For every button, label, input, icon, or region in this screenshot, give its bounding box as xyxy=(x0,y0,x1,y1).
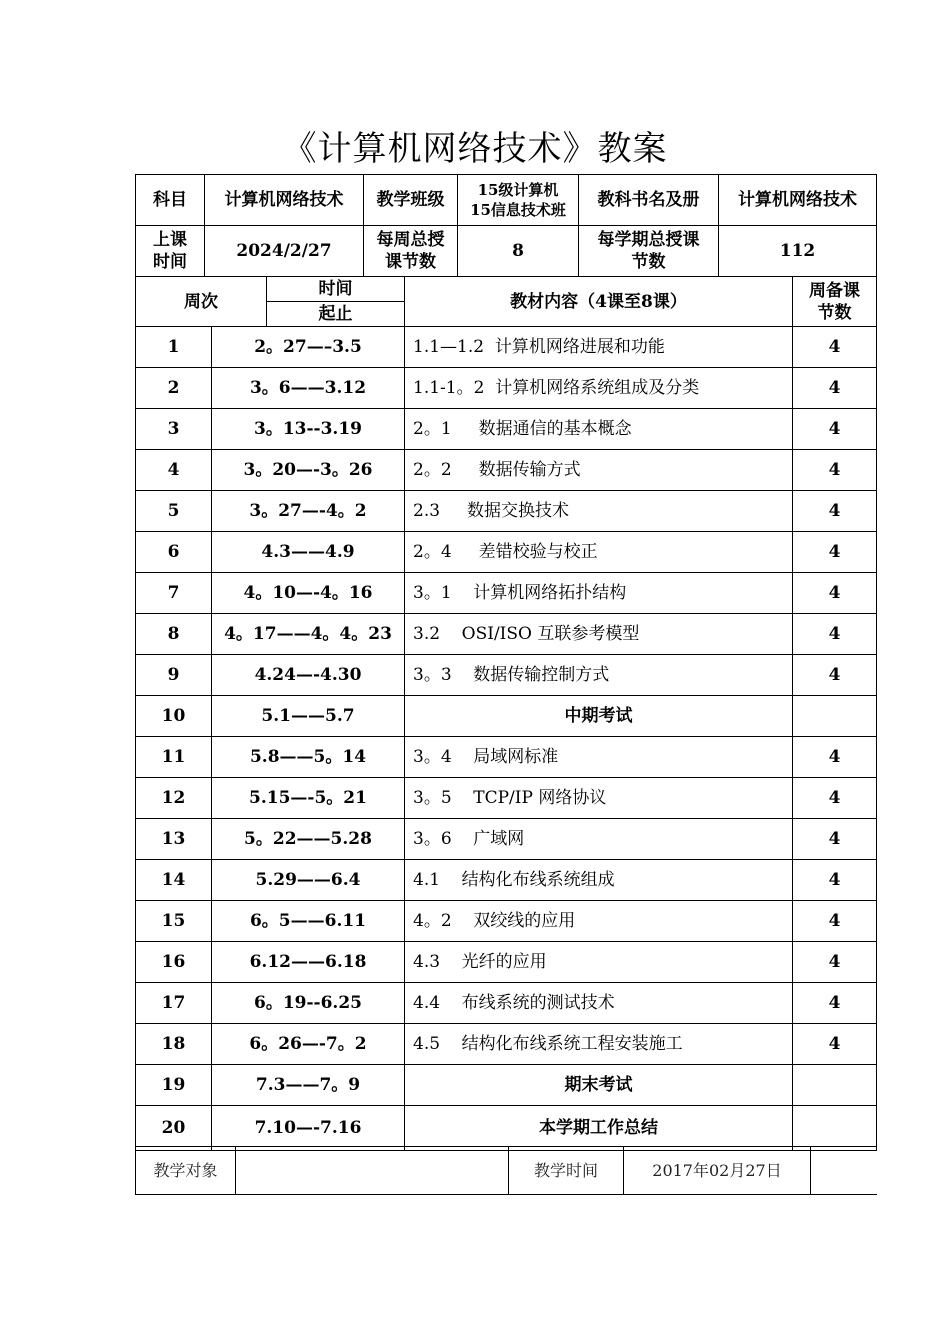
date-range-cell: 3。20—-3。26 xyxy=(212,450,405,491)
date-range-cell: 3。6——3.12 xyxy=(212,368,405,409)
footer-table xyxy=(135,1146,877,1195)
table-row xyxy=(136,819,877,860)
content-cell: 4。2 双绞线的应用 xyxy=(405,901,793,942)
subject-value: 计算机网络技术 xyxy=(205,175,364,226)
content-cell: 3.2 OSI/ISO 互联参考模型 xyxy=(405,614,793,655)
class-value-line1: 15级计算机 xyxy=(477,181,559,199)
hours-header-line1: 周备课 xyxy=(809,280,860,301)
content-cell: 4.4 布线系统的测试技术 xyxy=(405,983,793,1024)
schedule-table xyxy=(135,276,877,1151)
hours-cell xyxy=(793,696,877,737)
content-cell: 2。4 差错校验与校正 xyxy=(405,532,793,573)
table-row xyxy=(136,860,877,901)
table-row xyxy=(136,983,877,1024)
start-time-label xyxy=(136,226,205,277)
table-row xyxy=(136,901,877,942)
target-value xyxy=(236,1147,509,1195)
info-table xyxy=(135,174,877,277)
class-label: 教学班级 xyxy=(364,175,458,226)
date-range-cell: 4.24—-4.30 xyxy=(212,655,405,696)
date-range-cell: 6。19--6.25 xyxy=(212,983,405,1024)
table-row xyxy=(136,614,877,655)
date-range-cell: 6。26—-7。2 xyxy=(212,1024,405,1065)
date-range-cell: 4.3——4.9 xyxy=(212,532,405,573)
date-range-cell: 5.8——5。14 xyxy=(212,737,405,778)
week-header: 周次 xyxy=(136,277,267,327)
range-header: 起止 xyxy=(267,302,405,327)
table-row xyxy=(136,1106,877,1151)
week-cell: 1 xyxy=(136,327,212,368)
table-row xyxy=(136,942,877,983)
content-cell: 4.3 光纤的应用 xyxy=(405,942,793,983)
weekly-hours-label xyxy=(364,226,458,277)
date-range-cell: 4。10—-4。16 xyxy=(212,573,405,614)
content-cell: 中期考试 xyxy=(405,696,793,737)
content-cell: 3。6 广域网 xyxy=(405,819,793,860)
content-cell: 3。5 TCP/IP 网络协议 xyxy=(405,778,793,819)
table-row xyxy=(136,696,877,737)
hours-cell xyxy=(793,1065,877,1106)
hours-cell: 4 xyxy=(793,491,877,532)
table-row xyxy=(136,737,877,778)
table-row xyxy=(136,532,877,573)
week-cell: 4 xyxy=(136,450,212,491)
hours-cell: 4 xyxy=(793,409,877,450)
term-label-line2: 节数 xyxy=(631,252,666,272)
hours-cell: 4 xyxy=(793,942,877,983)
table-row xyxy=(136,1024,877,1065)
teaching-time-label: 教学时间 xyxy=(509,1147,624,1195)
week-cell: 7 xyxy=(136,573,212,614)
content-cell: 2。1 数据通信的基本概念 xyxy=(405,409,793,450)
term-hours-label xyxy=(579,226,719,277)
week-cell: 8 xyxy=(136,614,212,655)
table-row xyxy=(136,327,877,368)
book-value: 计算机网络技术 xyxy=(719,175,877,226)
hours-cell xyxy=(793,1106,877,1151)
hours-cell: 4 xyxy=(793,778,877,819)
class-value-line2: 15信息技术班 xyxy=(470,201,566,219)
content-cell: 本学期工作总结 xyxy=(405,1106,793,1151)
book-label: 教科书名及册 xyxy=(579,175,719,226)
start-label-line2: 时间 xyxy=(153,252,187,272)
content-cell: 3。4 局域网标准 xyxy=(405,737,793,778)
hours-cell: 4 xyxy=(793,614,877,655)
content-cell: 1.1-1。2 计算机网络系统组成及分类 xyxy=(405,368,793,409)
start-time-value: 2024/2/27 xyxy=(205,226,364,277)
date-range-cell: 5.29——6.4 xyxy=(212,860,405,901)
week-cell: 18 xyxy=(136,1024,212,1065)
hours-header-line2: 节数 xyxy=(817,302,852,323)
hours-cell: 4 xyxy=(793,368,877,409)
table-row xyxy=(136,573,877,614)
week-cell: 9 xyxy=(136,655,212,696)
week-cell: 11 xyxy=(136,737,212,778)
week-cell: 13 xyxy=(136,819,212,860)
hours-cell: 4 xyxy=(793,450,877,491)
weekly-label-line1: 每周总授 xyxy=(376,230,445,250)
date-range-cell: 3。27—-4。2 xyxy=(212,491,405,532)
week-cell: 3 xyxy=(136,409,212,450)
date-range-cell: 5.1——5.7 xyxy=(212,696,405,737)
week-cell: 12 xyxy=(136,778,212,819)
week-cell: 19 xyxy=(136,1065,212,1106)
content-cell: 4.5 结构化布线系统工程安装施工 xyxy=(405,1024,793,1065)
week-cell: 10 xyxy=(136,696,212,737)
weekly-label-line2: 课节数 xyxy=(385,252,436,272)
table-row xyxy=(136,409,877,450)
date-range-cell: 3。13--3.19 xyxy=(212,409,405,450)
hours-cell: 4 xyxy=(793,819,877,860)
content-cell: 3。1 计算机网络拓扑结构 xyxy=(405,573,793,614)
class-value xyxy=(458,175,579,226)
hours-cell: 4 xyxy=(793,327,877,368)
subject-label: 科目 xyxy=(136,175,205,226)
date-range-cell: 2。27—–3.5 xyxy=(212,327,405,368)
date-range-cell: 6.12——6.18 xyxy=(212,942,405,983)
table-row xyxy=(136,368,877,409)
table-row xyxy=(136,655,877,696)
start-label-line1: 上课 xyxy=(153,230,187,250)
footer-extra-cell xyxy=(811,1147,877,1195)
date-range-cell: 5.15—-5。21 xyxy=(212,778,405,819)
date-range-cell: 7.3——7。9 xyxy=(212,1065,405,1106)
table-row xyxy=(136,491,877,532)
term-label-line1: 每学期总授课 xyxy=(597,230,700,250)
week-cell: 16 xyxy=(136,942,212,983)
weekly-hours-value: 8 xyxy=(458,226,579,277)
table-row xyxy=(136,450,877,491)
week-cell: 5 xyxy=(136,491,212,532)
week-cell: 20 xyxy=(136,1106,212,1151)
term-hours-value: 112 xyxy=(719,226,877,277)
content-cell: 2.3 数据交换技术 xyxy=(405,491,793,532)
hours-cell: 4 xyxy=(793,901,877,942)
content-cell: 2。2 数据传输方式 xyxy=(405,450,793,491)
target-label: 教学对象 xyxy=(136,1147,236,1195)
hours-cell: 4 xyxy=(793,737,877,778)
hours-cell: 4 xyxy=(793,1024,877,1065)
hours-cell: 4 xyxy=(793,573,877,614)
date-range-cell: 6。5——6.11 xyxy=(212,901,405,942)
week-cell: 15 xyxy=(136,901,212,942)
content-header: 教材内容（4课至8课） xyxy=(405,277,793,327)
table-row xyxy=(136,778,877,819)
content-cell: 4.1 结构化布线系统组成 xyxy=(405,860,793,901)
week-cell: 6 xyxy=(136,532,212,573)
content-cell: 期末考试 xyxy=(405,1065,793,1106)
week-cell: 2 xyxy=(136,368,212,409)
week-cell: 14 xyxy=(136,860,212,901)
hours-cell: 4 xyxy=(793,532,877,573)
table-row xyxy=(136,1065,877,1106)
content-cell: 3。3 数据传输控制方式 xyxy=(405,655,793,696)
time-header: 时间 xyxy=(267,277,405,302)
date-range-cell: 4。17——4。4。23 xyxy=(212,614,405,655)
page-title: 《计算机网络技术》教案 xyxy=(282,129,668,169)
teaching-time-value: 2017年02月27日 xyxy=(624,1147,811,1195)
hours-header xyxy=(793,277,877,327)
week-cell: 17 xyxy=(136,983,212,1024)
hours-cell: 4 xyxy=(793,860,877,901)
date-range-cell: 5。22——5.28 xyxy=(212,819,405,860)
hours-cell: 4 xyxy=(793,655,877,696)
content-cell: 1.1—1.2 计算机网络进展和功能 xyxy=(405,327,793,368)
date-range-cell: 7.10—-7.16 xyxy=(212,1106,405,1151)
hours-cell: 4 xyxy=(793,983,877,1024)
